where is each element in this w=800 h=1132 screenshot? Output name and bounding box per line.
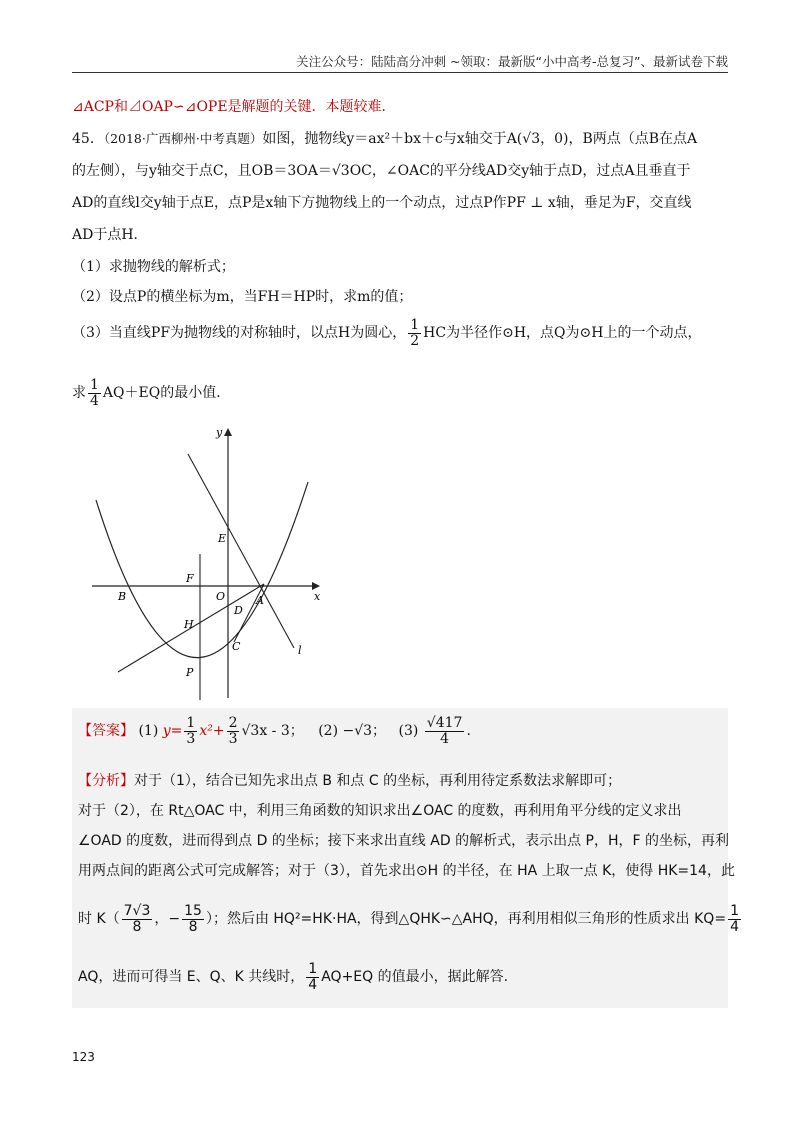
problem-source: （2018·广西柳州·中考真题）: [103, 131, 263, 146]
question-3-pre: （3）当直线PF为抛物线的对称轴时，以点H为圆心，: [72, 325, 407, 342]
question-3-continued: [72, 378, 230, 408]
analysis-line-4: 用两点间的距离公式可完成解答；对于（3），首先求出⊙H 的半径，在 HA 上取一点 K，使得 HK=14，此: [78, 863, 735, 879]
fraction-two-thirds: [227, 716, 240, 746]
fraction-numerator: 15: [184, 903, 202, 919]
label-e: E: [218, 532, 227, 545]
question-3-post: HC为半径作⊙H，点Q为⊙H上的一个动点，: [423, 325, 702, 342]
analysis-text-5-mid: ，−: [154, 911, 181, 928]
question-3b-post: AQ＋EQ的最小值．: [102, 385, 231, 402]
fraction-numerator: √417: [426, 715, 463, 731]
problem-line-2: 的左侧），与y轴交于点C，且OB＝3OA＝√3OC，∠OAC的平分线AD交y轴于点D，过点A且垂直于: [72, 163, 691, 179]
fraction-7sqrt3-over-8: [122, 904, 153, 934]
fraction-denominator: 8: [132, 918, 142, 935]
problem-text-1: 如图，抛物线y＝ax²＋bx＋c与x轴交于A(√3，0)，B两点（点B在点A: [262, 131, 698, 147]
fraction-numerator: 1: [186, 715, 196, 731]
fraction-numerator: 1: [410, 317, 420, 333]
answer-eq-y: y=: [162, 723, 183, 740]
line-l: [188, 454, 294, 648]
fraction-numerator: 1: [90, 377, 99, 393]
analysis-line-1: [78, 770, 621, 790]
question-3b-pre: 求: [72, 385, 86, 402]
page-number: 123: [72, 1050, 95, 1064]
problem-line-3: AD的直线l交y轴于点E，点P是x轴下方抛物线上的一个动点，过点P作PF ⊥ x轴，垂足为F，交直线: [72, 195, 692, 211]
parabola-figure: [88, 424, 328, 710]
previous-solution-note: ⊿ACP和⊿OAP∽⊿OPE是解题的关键．本题较难．: [72, 99, 396, 115]
problem-line-1: [72, 128, 697, 148]
answer-part-1-label: (1): [138, 723, 159, 740]
analysis-line-5: [78, 904, 743, 934]
answer-tag: 【答案】: [78, 723, 134, 740]
analysis-text-6-post: AQ+EQ 的值最小，据此解答.: [321, 969, 509, 986]
analysis-text-6-pre: AQ，进而可得当 E、Q、K 共线时，: [78, 969, 305, 986]
label-h: H: [184, 618, 194, 631]
fraction-numerator: 2: [228, 715, 238, 731]
fraction-one-half: [408, 318, 421, 348]
analysis-tag: 【分析】: [78, 773, 134, 789]
problem-line-4: AD于点H．: [72, 227, 148, 243]
label-a: A: [256, 594, 264, 607]
header-divider: [72, 72, 728, 73]
fraction-15-over-8: [182, 904, 204, 934]
analysis-text-5-post: ）；然后由 HQ²=HK·HA，得到△QHK∽△AHQ，再利用相似三角形的性质求出 KQ=: [205, 911, 727, 928]
fraction-numerator: 1: [308, 961, 318, 977]
fraction-one-third: [184, 716, 197, 746]
fraction-denominator: 3: [186, 730, 196, 747]
question-3: [72, 318, 701, 348]
fraction-denominator: 4: [730, 918, 739, 935]
parabola-curve: [96, 482, 308, 658]
y-axis-arrow-icon: [224, 428, 232, 436]
answer-part-2: (2) −√3；: [318, 723, 387, 740]
fraction-denominator: 3: [228, 730, 238, 747]
analysis-line-2: 对于（2），在 Rt△OAC 中，利用三角函数的知识求出∠OAC 的度数，再利用角平分线的定义求出: [78, 803, 682, 819]
fraction-denominator: 8: [188, 918, 198, 935]
answer-line: [78, 716, 471, 746]
question-1: （1）求抛物线的解析式；: [72, 259, 235, 275]
label-f: F: [186, 572, 194, 585]
problem-number: 45．: [72, 131, 104, 147]
fraction-one-quarter: [88, 378, 101, 408]
analysis-line-6: [78, 962, 508, 992]
fraction-one-quarter-kq: [728, 904, 741, 934]
fraction-numerator: 7√3: [123, 903, 151, 919]
answer-part-3-label: (3): [398, 723, 419, 740]
analysis-line-3: ∠OAD 的度数，进而得到点 D 的坐标；接下来求出直线 AD 的解析式，表示出点 P，H，F 的坐标，再利: [78, 833, 729, 849]
fraction-sqrt417-over-4: [425, 716, 465, 746]
label-y: y: [216, 426, 223, 439]
fraction-denominator: 4: [440, 730, 450, 747]
question-2: （2）设点P的横坐标为m，当FH＝HP时，求m的值；: [72, 289, 413, 305]
fraction-denominator: 4: [308, 976, 318, 993]
label-x: x: [314, 590, 321, 603]
analysis-text-1: 对于（1），结合已知先求出点 B 和点 C 的坐标，再利用待定系数法求解即可；: [134, 773, 622, 789]
answer-part-1-rest: √3x - 3；: [241, 723, 304, 740]
fraction-one-quarter-aq: [306, 962, 319, 992]
label-l: l: [298, 644, 302, 657]
fraction-numerator: 1: [730, 903, 739, 919]
label-b: B: [118, 590, 127, 603]
analysis-text-5-pre: 时 K（: [78, 911, 120, 928]
label-o: O: [216, 590, 226, 603]
label-p: P: [186, 666, 194, 679]
x-axis-arrow-icon: [312, 582, 320, 590]
answer-x-squared: x²+: [199, 723, 225, 740]
fraction-denominator: 2: [410, 332, 420, 349]
answer-end: .: [466, 723, 471, 740]
label-d: D: [234, 604, 243, 617]
label-c: C: [232, 640, 241, 653]
page-header: 关注公众号：陆陆高分冲刺 ~领取：最新版“小中高考-总复习”、最新试卷下载: [296, 54, 728, 69]
fraction-denominator: 4: [90, 392, 99, 409]
